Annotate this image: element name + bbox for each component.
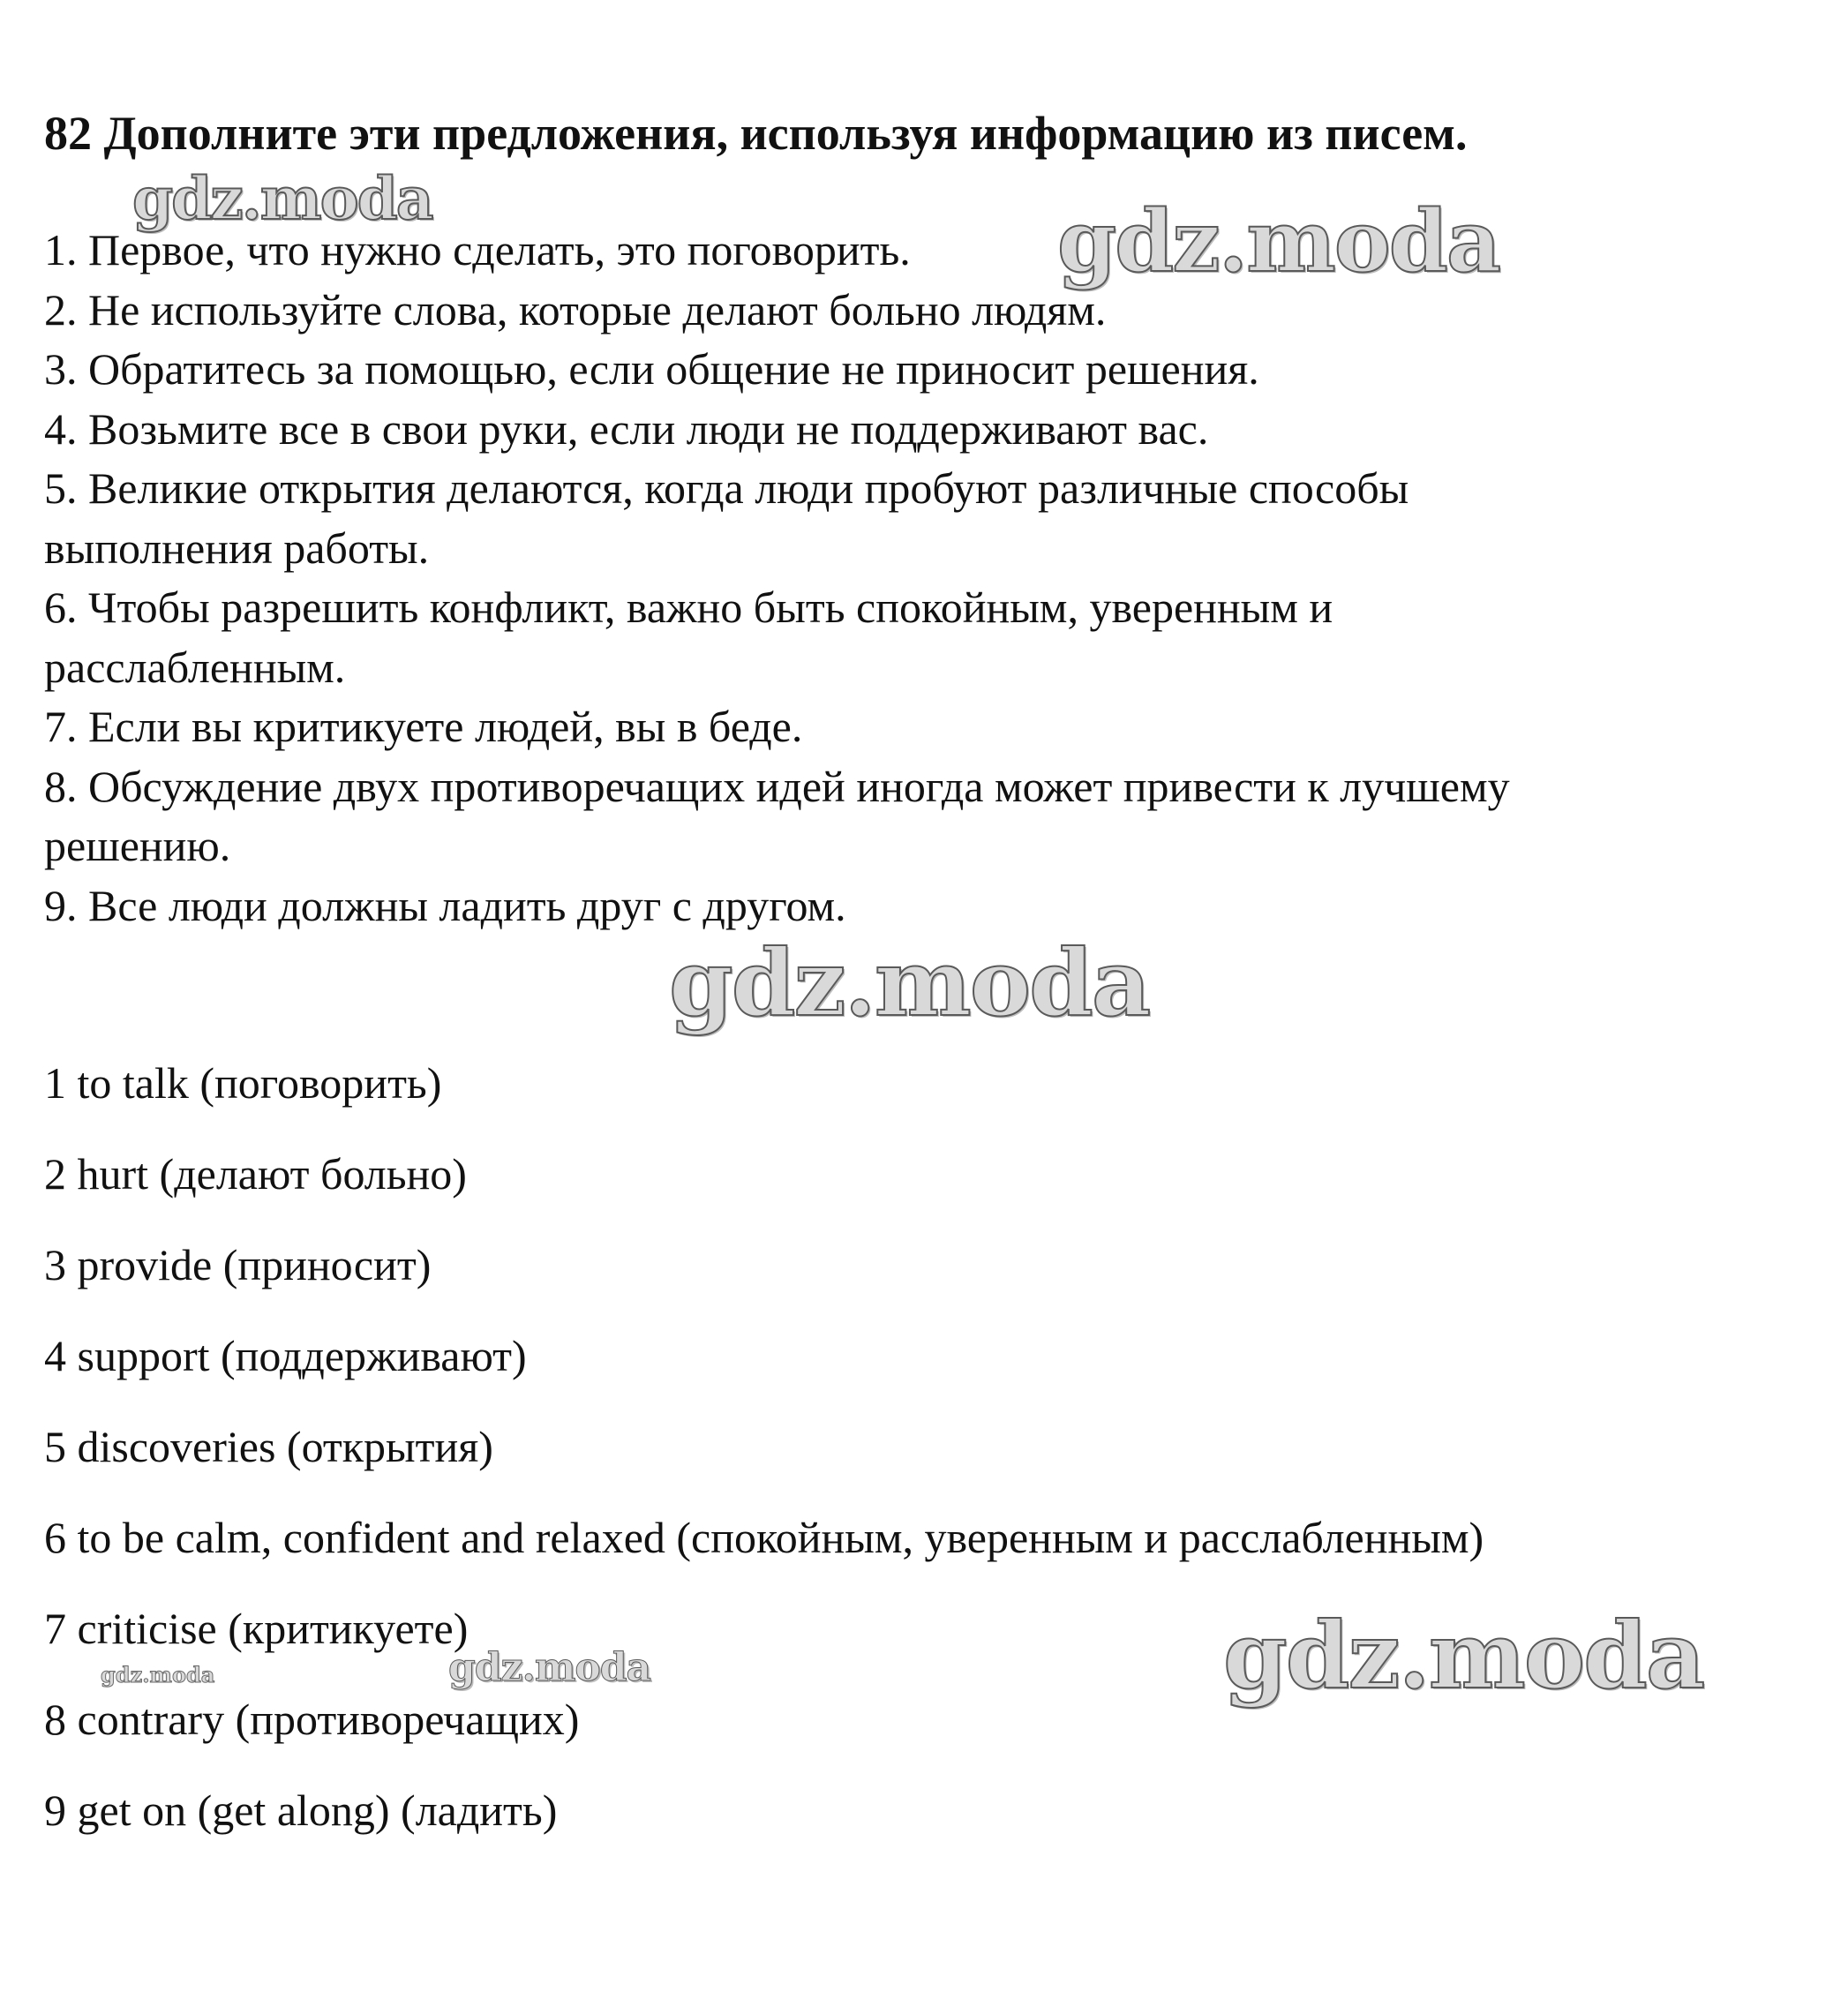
- answer-item: 4 support (поддерживают): [44, 1331, 527, 1380]
- watermark: gdz.moda: [1057, 192, 1500, 291]
- answer-item: 6 to be calm, confident and relaxed (спокойным, уверенным и расслабленным): [44, 1513, 1484, 1562]
- watermark: gdz.moda: [132, 164, 432, 233]
- sentence-list: [44, 221, 1800, 936]
- sentence-line: 3. Обратитесь за помощью, если общение не приносит решения.: [44, 344, 1259, 394]
- answer-item: 3 provide (приносит): [44, 1240, 432, 1289]
- sentence-line: выполнения работы.: [44, 522, 430, 573]
- sentence-line: 9. Все люди должны ладить друг с другом.: [44, 880, 846, 930]
- sentence-line: 1. Первое, что нужно сделать, это поговорить.: [44, 225, 911, 274]
- answer-list: [44, 1054, 1809, 1872]
- exercise-heading: 82 Дополните эти предложения, используя информацию из писем.: [44, 107, 1468, 160]
- sentence-line: расслабленным.: [44, 642, 346, 692]
- watermark: gdz.moda: [1223, 1601, 1704, 1710]
- sentence-line: 6. Чтобы разрешить конфликт, важно быть спокойным, уверенным и: [44, 583, 1333, 632]
- sentence-line: 2. Не используйте слова, которые делают больно людям.: [44, 284, 1107, 334]
- answer-item: 8 contrary (противоречащих): [44, 1695, 580, 1744]
- answer-item: 1 to talk (поговорить): [44, 1058, 442, 1108]
- sentence-line: 8. Обсуждение двух противоречащих идей иногда может привести к лучшему: [44, 761, 1510, 811]
- answer-item: 2 hurt (делают больно): [44, 1149, 467, 1199]
- sentence-line: 4. Возьмите все в свои руки, если люди не поддерживают вас.: [44, 403, 1209, 454]
- sentence-line: решению.: [44, 821, 231, 870]
- watermark: gdz.moda: [101, 1662, 215, 1688]
- answer-item: 5 discoveries (открытия): [44, 1422, 493, 1471]
- watermark: gdz.moda: [669, 928, 1150, 1037]
- sentence-line: 5. Великие открытия делаются, когда люди пробуют различные способы: [44, 463, 1409, 513]
- sentence-line: 7. Если вы критикуете людей, вы в беде.: [44, 702, 803, 751]
- watermark: gdz.moda: [448, 1645, 651, 1690]
- answer-item: 9 get on (get along) (ладить): [44, 1785, 558, 1835]
- answer-item: 7 criticise (критикуете): [44, 1604, 469, 1653]
